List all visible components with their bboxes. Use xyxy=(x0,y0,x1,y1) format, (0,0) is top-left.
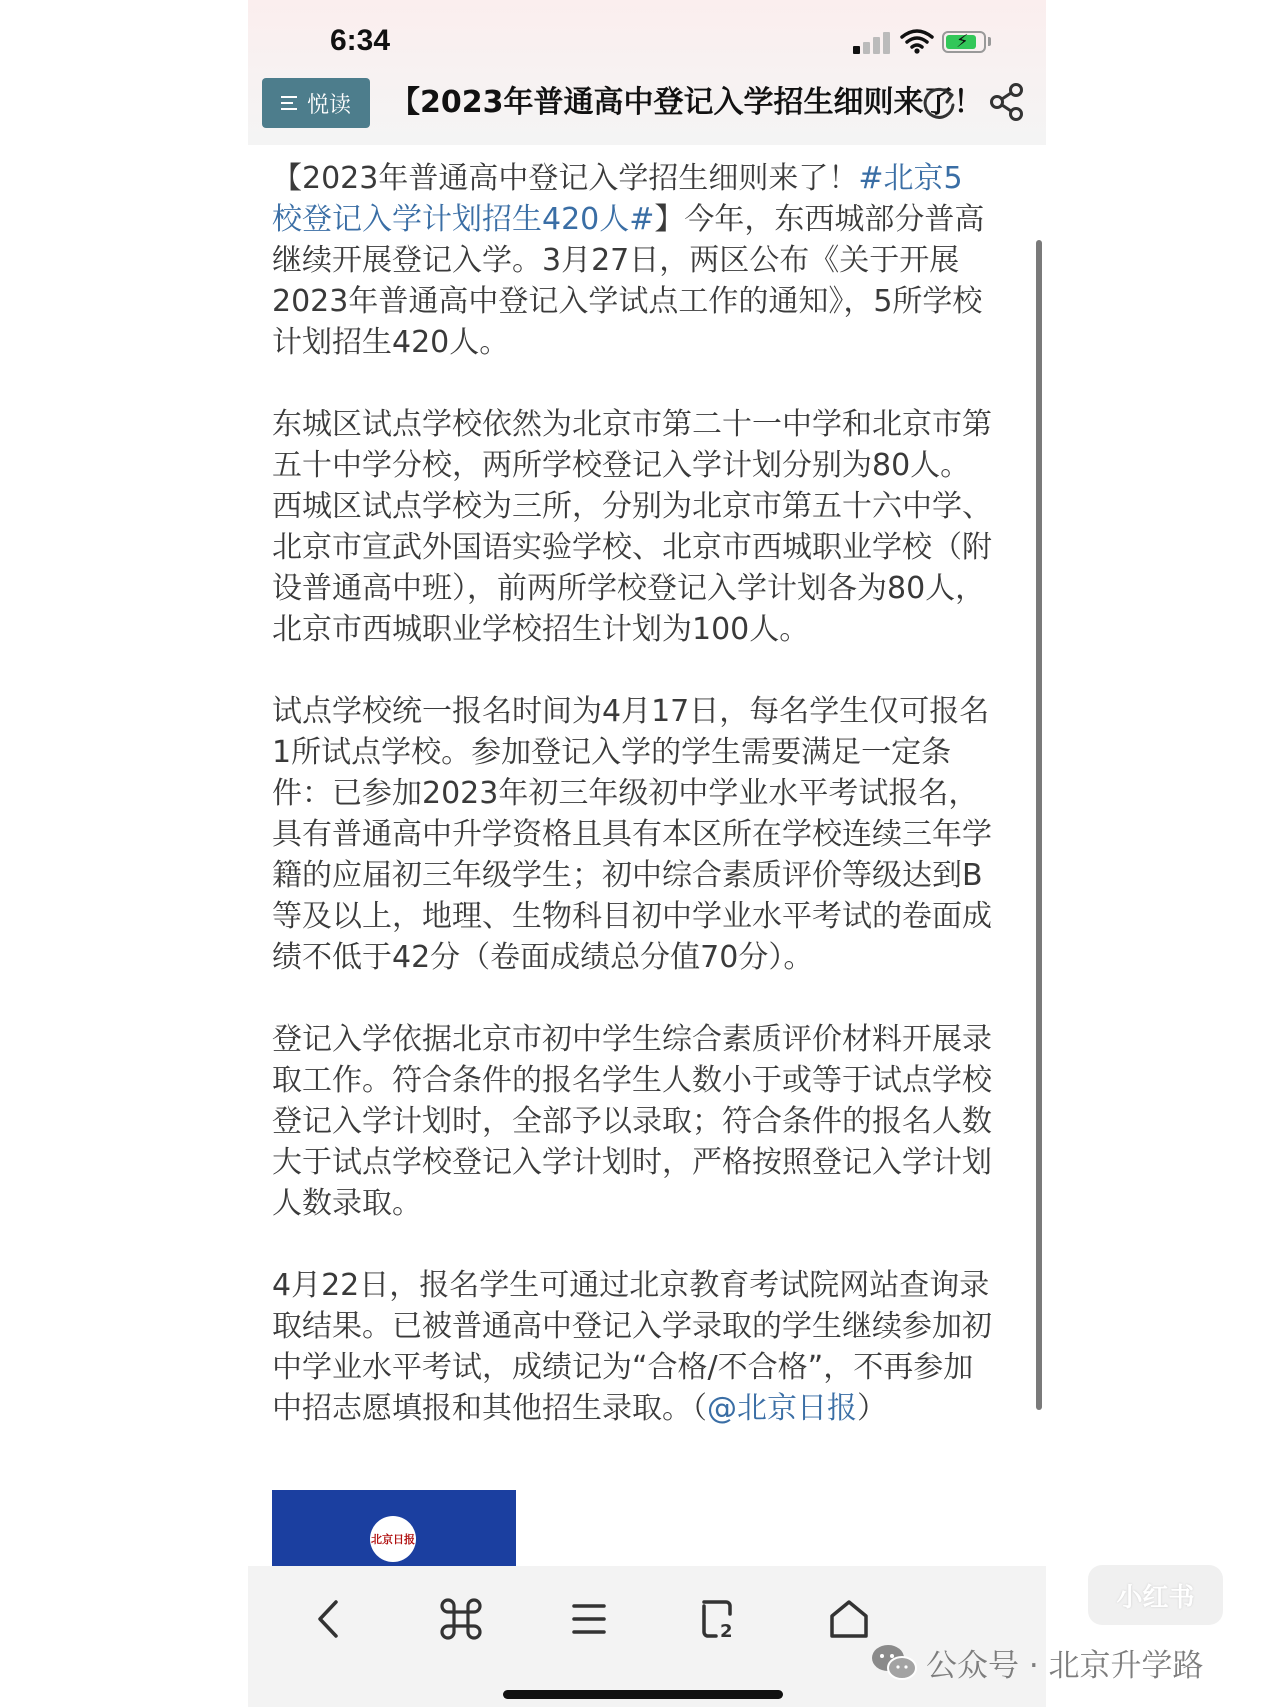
xiaohongshu-watermark: 小红书 xyxy=(1088,1565,1223,1625)
paragraph-5 xyxy=(272,1265,992,1429)
wifi-icon xyxy=(900,28,934,54)
wechat-account-label xyxy=(870,1640,1204,1684)
page-title: 【2023年普通高中登记入学招生细则来了！ xyxy=(390,85,984,120)
tabs-icon[interactable] xyxy=(696,1596,742,1642)
p1-rest: 】今年，东西城部分普高继续开展登记入学。3月27日，两区公布《关于开展2023年普通高中登记入学试点工作的通知》，5所学校计划招生420人。 xyxy=(272,202,985,360)
article-body xyxy=(272,158,992,1470)
scrollbar[interactable] xyxy=(1036,240,1042,1410)
svg-text:2: 2 xyxy=(720,1621,733,1642)
share-icon[interactable] xyxy=(988,82,1026,122)
paragraph-4: 登记入学依据北京市初中学生综合素质评价材料开展录取工作。符合条件的报名学生人数小于或等于试点学校登记入学计划时，全部予以录取；符合条件的报名人数大于试点学校登记入学计划时，严格按照登记入学计划人数录取。 xyxy=(272,1022,992,1221)
p5-close: ） xyxy=(857,1391,887,1426)
refresh-icon[interactable] xyxy=(920,84,958,122)
menu-lines-icon xyxy=(281,95,299,111)
status-time: 6:34 xyxy=(330,24,391,57)
home-indicator xyxy=(503,1690,783,1699)
yuedu-label: 悦读 xyxy=(306,92,351,118)
paragraph-3: 试点学校统一报名时间为4月17日，每名学生仅可报名1所试点学校。参加登记入学的学生需要满足一定条件：已参加2023年初三年级初中学业水平考试报名，具有普通高中升学资格且具有本区所在学校连续三年学籍的应届初三年级学生；初中综合素质评价等级达到B等及以上，地理、生物科目初中学业水平考试的卷面成绩不低于42分（卷面成绩总分值70分）。 xyxy=(272,694,992,975)
mention-link[interactable]: @北京日报 xyxy=(707,1391,857,1426)
topic-tag-link[interactable]: #北京5校登记入学计划招生420人# xyxy=(272,161,963,237)
paragraph-2: 东城区试点学校依然为北京市第二十一中学和北京市第五十中学分校，两所学校登记入学计划分别为80人。西城区试点学校为三所，分别为北京市第五十六中学、北京市宣武外国语实验学校、北京市西城职业学校（附设普通高中班），前两所学校登记入学计划各为80人，北京市西城职业学校招生计划为100人。 xyxy=(272,407,992,647)
wechat-account-text: 公众号 · 北京升学路 xyxy=(926,1647,1204,1684)
paragraph-1 xyxy=(272,158,992,363)
battery-icon: ⚡ xyxy=(942,31,986,53)
battery-tip xyxy=(988,37,991,46)
command-icon[interactable] xyxy=(438,1596,484,1642)
menu-icon[interactable] xyxy=(566,1596,612,1642)
wechat-icon xyxy=(870,1642,918,1682)
bottom-toolbar xyxy=(248,1566,1046,1707)
p1-lead: 【2023年普通高中登记入学招生细则来了！ xyxy=(272,161,859,196)
back-icon[interactable] xyxy=(306,1596,352,1642)
home-icon[interactable] xyxy=(826,1596,872,1642)
cellular-signal-icon xyxy=(853,30,895,54)
newspaper-logo: 北京日报 xyxy=(370,1516,416,1562)
yuedu-button[interactable] xyxy=(262,78,370,128)
p5-text: 4月22日，报名学生可通过北京教育考试院网站查询录取结果。已被普通高中登记入学录取的学生继续参加初中学业水平考试，成绩记为“合格/不合格”，不再参加中招志愿填报和其他招生录取。（ xyxy=(272,1268,992,1426)
phone-screen xyxy=(248,0,1046,1707)
top-area xyxy=(248,0,1046,145)
